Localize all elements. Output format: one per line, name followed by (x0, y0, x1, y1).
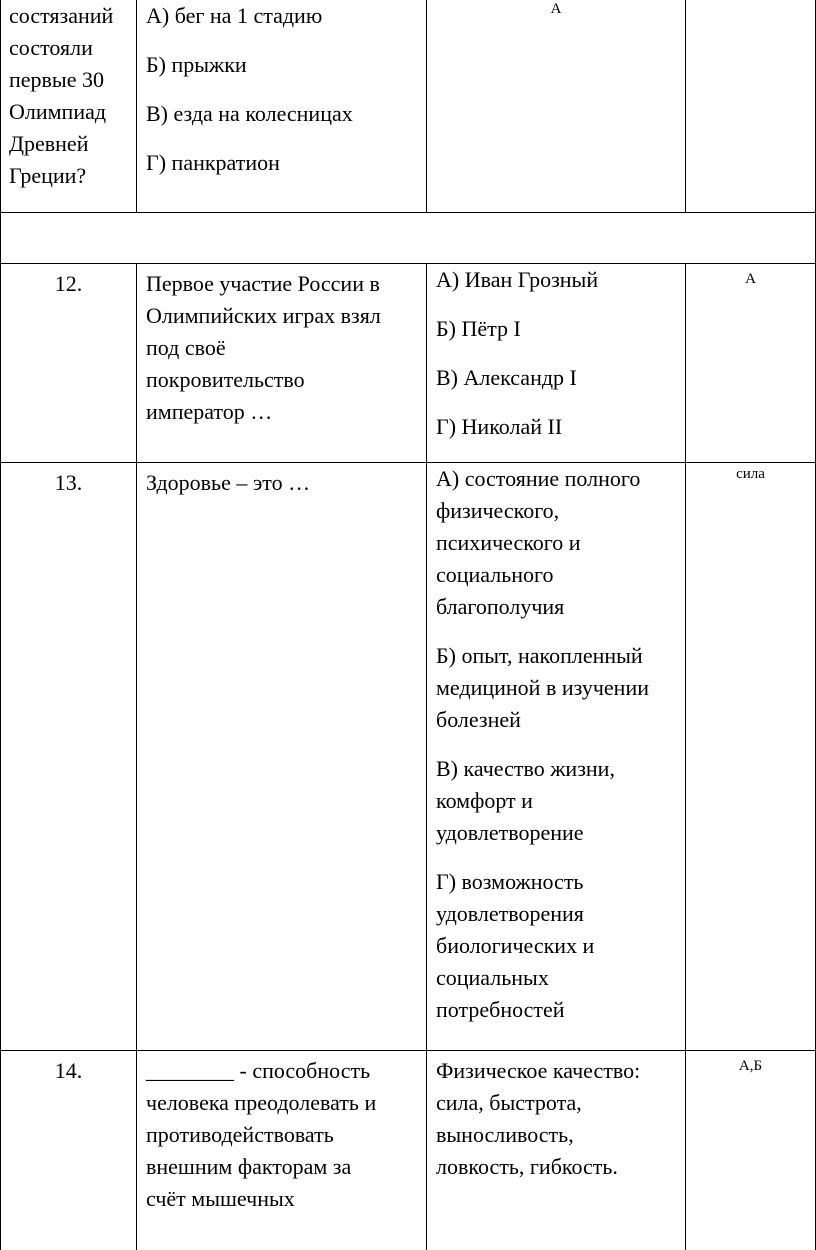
option-line: потребностей (436, 997, 565, 1022)
option-line: сила, быстрота, (436, 1090, 582, 1115)
option-a: А) бег на 1 стадию (146, 3, 323, 28)
options-cell (426, 264, 685, 463)
answer-value: сила (736, 466, 765, 482)
empty-cell (685, 0, 816, 213)
question-line: Греции? (9, 163, 87, 188)
answer-cell (426, 0, 685, 213)
question-line: Здоровье – это … (146, 470, 311, 495)
question-line: человека преодолевать и (146, 1090, 377, 1115)
option-line: удовлетворения (436, 901, 584, 926)
question-line: Первое участие России в (146, 271, 380, 296)
answer-cell (685, 1051, 816, 1250)
row-number (0, 463, 136, 1051)
question-cell (136, 1051, 426, 1250)
options-cell (426, 1051, 685, 1250)
table-row (0, 1051, 816, 1250)
option-line: социального (436, 562, 554, 587)
option-d (436, 866, 677, 1026)
answer-cell (685, 264, 816, 463)
question-line: покровительство (146, 367, 305, 392)
question-line: состояли (9, 35, 93, 60)
question-line: первые 30 (9, 67, 104, 92)
option-line: болезней (436, 707, 521, 732)
question-line: противодействовать (146, 1122, 334, 1147)
table-row (0, 264, 816, 463)
option-d: Г) панкратион (146, 150, 280, 175)
option-line: Физическое качество: (436, 1058, 641, 1083)
answer-cell (685, 463, 816, 1051)
options-cell (136, 0, 426, 213)
spacer-row (0, 213, 816, 264)
row-number-text: 14. (54, 1058, 83, 1083)
question-line: Древней (9, 131, 89, 156)
option-line: ловкость, гибкость. (436, 1154, 618, 1179)
option-line: выносливость, (436, 1122, 574, 1147)
answer-value: А,Б (738, 1058, 763, 1074)
option-a: А) Иван Грозный (436, 267, 599, 292)
options-cell (426, 463, 685, 1051)
option-line: удовлетворение (436, 820, 584, 845)
option-line: А) состояние полного (436, 466, 641, 491)
option-line: медициной в изучении (436, 675, 649, 700)
option-line: В) качество жизни, (436, 756, 615, 781)
question-line: под своё (146, 335, 226, 360)
option-line: социальных (436, 965, 549, 990)
row-number-text: 12. (54, 271, 83, 296)
question-cell (0, 0, 136, 213)
option-c: В) езда на колесницах (146, 101, 353, 126)
option-line: Б) опыт, накопленный (436, 643, 643, 668)
question-line: состязаний (9, 3, 114, 28)
option-line: Г) возможность (436, 869, 584, 894)
table-row (0, 463, 816, 1051)
answer-value: А (550, 1, 562, 17)
answer-value: А (745, 271, 756, 287)
question-line: счёт мышечных (146, 1186, 295, 1211)
option-b (436, 640, 677, 736)
row-number-text: 13. (54, 470, 83, 495)
row-number (0, 264, 136, 463)
question-line: Олимпиад (9, 99, 107, 124)
option-d: Г) Николай II (436, 414, 563, 439)
question-line: ________ - способность (146, 1058, 371, 1083)
option-line: психического и (436, 530, 581, 555)
option-line: благополучия (436, 594, 565, 619)
option-line: комфорт и (436, 788, 533, 813)
option-b: Б) Пётр I (436, 316, 521, 341)
question-cell (136, 463, 426, 1051)
option-a (436, 463, 677, 623)
option-c (436, 753, 677, 849)
row-number (0, 1051, 136, 1250)
question-line: император … (146, 399, 273, 424)
option-b: Б) прыжки (146, 52, 247, 77)
question-cell (136, 264, 426, 463)
spacer-cell (0, 213, 816, 264)
option-line: биологических и (436, 933, 595, 958)
option-line: физического, (436, 498, 560, 523)
question-line: внешним факторам за (146, 1154, 352, 1179)
table-row (0, 0, 816, 213)
option-c: В) Александр I (436, 365, 577, 390)
question-line: Олимпийских играх взял (146, 303, 381, 328)
